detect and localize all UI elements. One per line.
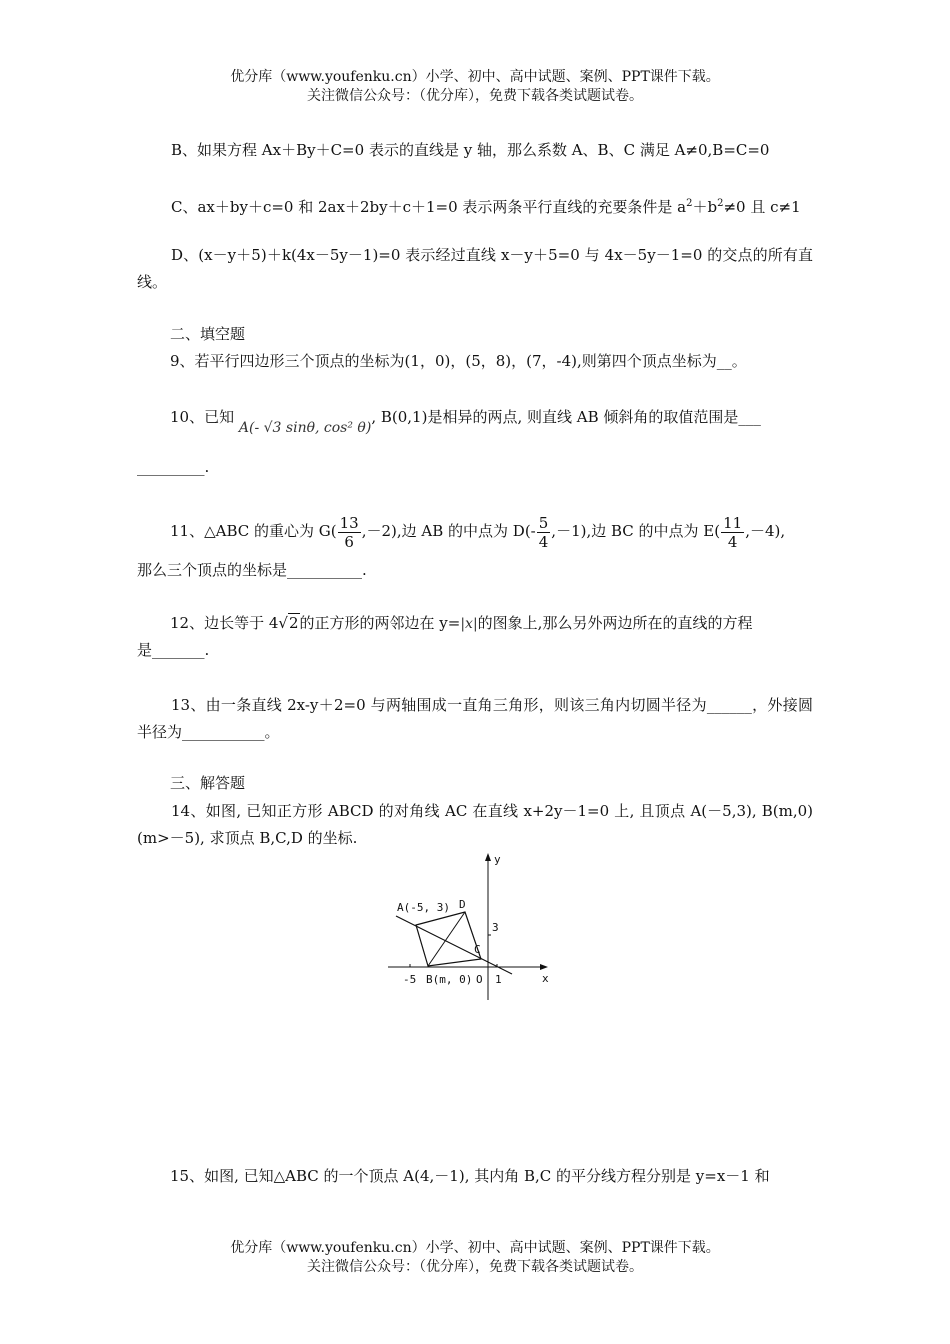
q11-e-denominator: 4 bbox=[727, 532, 738, 551]
q11-g-numerator: 13 bbox=[339, 513, 359, 532]
q11-fraction-g bbox=[338, 514, 361, 551]
question-10 bbox=[170, 404, 761, 436]
q11-d-numerator: 5 bbox=[538, 513, 549, 532]
q11-g-denominator: 6 bbox=[344, 532, 354, 551]
option-c-exp-b: 2 bbox=[717, 198, 724, 209]
label-o: O bbox=[476, 973, 483, 986]
q11-fraction-e bbox=[721, 514, 744, 551]
option-c-mid: ＋b bbox=[692, 198, 718, 216]
question-11 bbox=[170, 508, 785, 554]
question-9: 9、若平行四边形三个顶点的坐标为(1，0)，(5，8)，(7，-4),则第四个顶点坐标为__。 bbox=[170, 352, 747, 370]
q10-post: , B(0,1)是相异的两点, 则直线 AB 倾斜角的取值范围是___ bbox=[371, 408, 761, 426]
q12-line-2: 是_______. bbox=[137, 641, 210, 659]
tick-label-1: 1 bbox=[495, 973, 502, 986]
q12-sqrt-value: 2 bbox=[288, 614, 299, 632]
page-header bbox=[0, 68, 950, 106]
q11-part-1: 11、△ABC 的重心为 G( bbox=[170, 522, 337, 540]
square-abcd bbox=[416, 912, 481, 966]
label-b: B(m, 0) bbox=[426, 973, 473, 986]
q11-e-numerator: 11 bbox=[723, 513, 743, 532]
q12-post: 的图象上,那么另外两边所在的直线的方程 bbox=[477, 614, 753, 632]
section-3-title: 三、解答题 bbox=[170, 774, 246, 792]
q12-sqrt-sign: √ bbox=[278, 614, 288, 632]
q11-fraction-d bbox=[537, 514, 551, 551]
option-d: D、(x－y＋5)＋k(4x－5y－1)=0 表示经过直线 x－y＋5=0 与 4x－5y－1=0 的交点的所有直线。 bbox=[137, 246, 813, 291]
q11-part-2: ,－2),边 AB 的中点为 D(- bbox=[361, 522, 536, 540]
question-14: 14、如图, 已知正方形 ABCD 的对角线 AC 在直线 x+2y－1=0 上, 且顶点 A(－5,3), B(m,0) (m>－5), 求顶点 B,C,D 的坐标. bbox=[137, 802, 813, 847]
option-c-post: ≠0 且 c≠1 bbox=[723, 198, 801, 216]
question-13: 13、由一条直线 2x-y＋2=0 与两轴围成一直角三角形，则该三角内切圆半径为______，外接圆半径为___________。 bbox=[137, 696, 813, 741]
page-footer bbox=[0, 1239, 950, 1277]
q14-figure bbox=[380, 850, 560, 1005]
option-c-pre: C、ax＋by＋c=0 和 2ax＋2by＋c＋1=0 表示两条平行直线的充要条件是 a bbox=[171, 198, 687, 216]
q10-math-expression: A(- √3 sinθ, cos² θ) bbox=[238, 420, 372, 436]
q12-pre: 12、边长等于 4 bbox=[170, 614, 279, 632]
q11-line-2: 那么三个顶点的坐标是__________. bbox=[137, 561, 367, 579]
label-a: A(-5, 3) bbox=[397, 901, 450, 914]
question-12 bbox=[170, 610, 752, 638]
y-axis-arrow bbox=[485, 853, 491, 861]
q11-part-3: ,－1),边 BC 的中点为 E( bbox=[551, 522, 721, 540]
q12-abs-x: |x| bbox=[460, 616, 478, 632]
header-line-1: 优分库（www.youfenku.cn）小学、初中、高中试题、案例、PPT课件下载。 bbox=[230, 69, 720, 85]
q10-pre: 10、已知 bbox=[170, 408, 235, 426]
q10-blank: _________. bbox=[137, 458, 210, 476]
header-line-2: 关注微信公众号：（优分库），免费下载各类试题试卷。 bbox=[307, 88, 643, 104]
label-x: x bbox=[542, 972, 549, 985]
footer-line-2: 关注微信公众号：（优分库），免费下载各类试题试卷。 bbox=[307, 1259, 643, 1275]
option-c bbox=[137, 190, 813, 221]
q11-part-4: ,－4), bbox=[745, 522, 786, 540]
question-15: 15、如图, 已知△ABC 的一个顶点 A(4,－1), 其内角 B,C 的平分线方程分别是 y=x－1 和 bbox=[170, 1167, 770, 1185]
x-axis-arrow bbox=[540, 964, 548, 970]
section-2-title: 二、填空题 bbox=[170, 325, 246, 343]
label-d: D bbox=[459, 898, 466, 911]
option-b: B、如果方程 Ax＋By＋C=0 表示的直线是 y 轴，那么系数 A、B、C 满足 A≠0,B=C=0 bbox=[171, 141, 770, 159]
footer-line-1: 优分库（www.youfenku.cn）小学、初中、高中试题、案例、PPT课件下载。 bbox=[230, 1240, 720, 1256]
label-y: y bbox=[494, 853, 501, 866]
q12-mid: 的正方形的两邻边在 y= bbox=[299, 614, 461, 632]
tick-label-neg5: -5 bbox=[403, 973, 417, 986]
tick-label-3: 3 bbox=[492, 921, 499, 934]
label-c: C bbox=[474, 943, 481, 956]
option-c-exp-a: 2 bbox=[686, 198, 693, 209]
q11-d-denominator: 4 bbox=[538, 532, 549, 551]
